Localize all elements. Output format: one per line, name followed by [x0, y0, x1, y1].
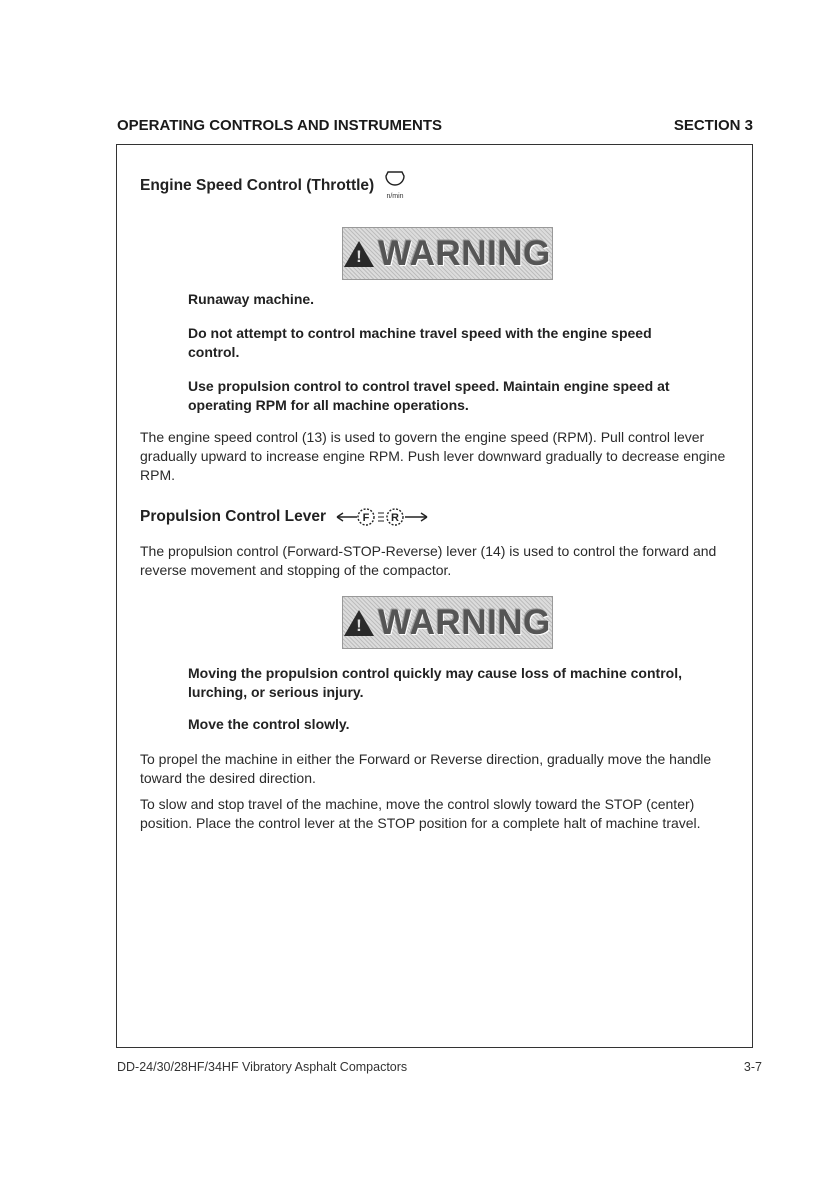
warning-label: WARNING: [378, 602, 551, 642]
warning-box-1: [342, 227, 553, 280]
warning-line: Runaway machine.: [188, 291, 315, 307]
reverse-letter: R: [391, 512, 399, 524]
header-title: OPERATING CONTROLS AND INSTRUMENTS: [117, 117, 442, 134]
propulsion-body-3: To slow and stop travel of the machine, move the control slowly toward the STOP (center) position. Place the control lever at the STOP position for a complete halt of machine travel.: [140, 796, 701, 831]
warning-line: Use propulsion control to control travel speed. Maintain engine speed at operating RPM for all machine operations.: [188, 378, 670, 413]
page-number: 3-7: [743, 1060, 762, 1074]
propulsion-lever-icon: [335, 504, 431, 530]
engine-speed-heading: Engine Speed Control (Throttle): [140, 177, 375, 194]
throttle-icon: [383, 166, 407, 200]
propulsion-body: The propulsion control (Forward-STOP-Reverse) lever (14) is used to control the forward and reverse movement and stopping of the compactor.: [140, 543, 717, 578]
warning-box-2: [342, 596, 553, 649]
throttle-icon-label: n/min: [386, 193, 404, 200]
warning-label: WARNING: [378, 233, 551, 273]
header-section: SECTION 3: [673, 117, 753, 134]
footer-model: DD-24/30/28HF/34HF Vibratory Asphalt Compactors: [117, 1060, 408, 1074]
engine-speed-body: The engine speed control (13) is used to govern the engine speed (RPM). Pull control lever gradually upward to increase engine RPM. Push lever downward gradually to decrease engine RPM.: [140, 429, 726, 483]
warning-line: Do not attempt to control machine travel speed with the engine speed control.: [188, 325, 652, 360]
propulsion-body-2: To propel the machine in either the Forward or Reverse direction, gradually move the handle toward the desired direction.: [140, 751, 712, 786]
warning-triangle-icon: [344, 241, 374, 267]
forward-letter: F: [362, 512, 370, 524]
page-header: [117, 117, 753, 137]
warning-triangle-icon: [344, 610, 374, 636]
propulsion-heading: Propulsion Control Lever: [140, 508, 327, 525]
warning-line: Moving the propulsion control quickly may cause loss of machine control, lurching, or serious injury.: [188, 665, 682, 700]
warning-line: Move the control slowly.: [188, 716, 350, 732]
